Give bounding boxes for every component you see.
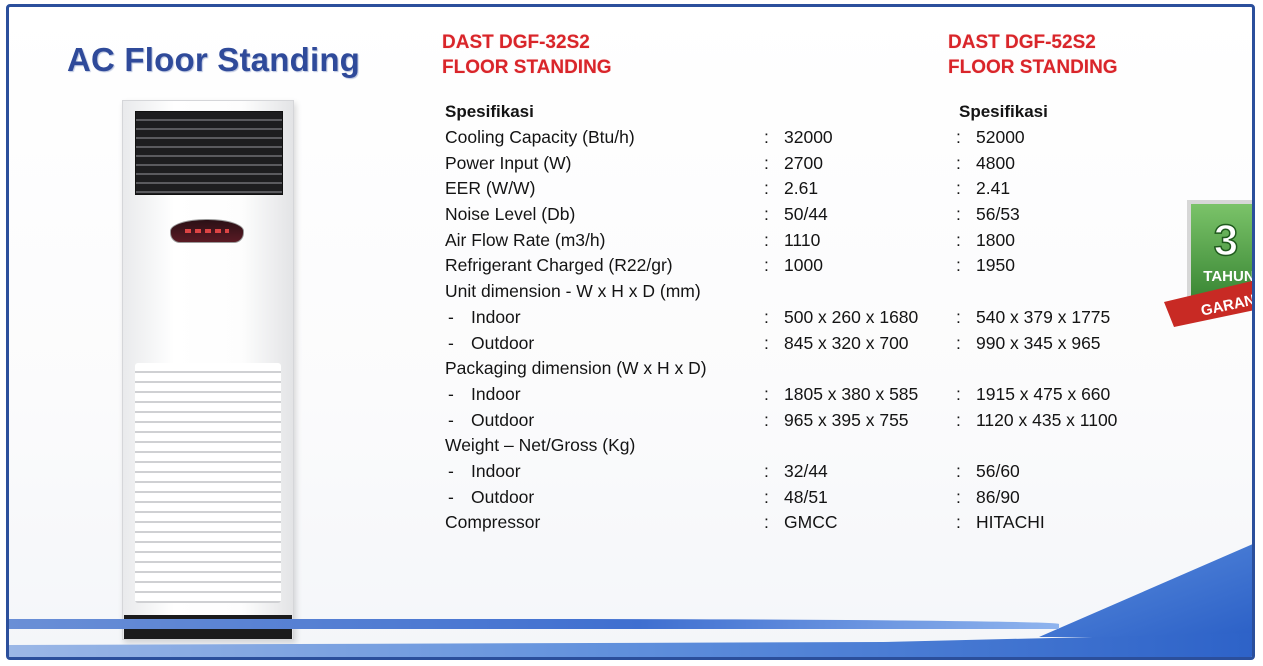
spec-colon xyxy=(764,356,784,382)
product-type: FLOOR STANDING xyxy=(948,57,1118,78)
spec-label xyxy=(445,484,764,510)
spec-label-text: Refrigerant Charged (R22/gr) xyxy=(445,255,673,276)
spec-label xyxy=(445,305,764,331)
sub-item-dash: - xyxy=(448,460,454,481)
spec-value-52s2 xyxy=(976,356,1166,382)
spec-label xyxy=(445,433,764,459)
spec-row xyxy=(445,356,1166,382)
spec-row xyxy=(445,253,1166,279)
spec-colon xyxy=(956,279,976,305)
spec-table xyxy=(445,99,1166,536)
spec-label xyxy=(445,510,764,536)
spec-label-text: Unit dimension - W x H x D (mm) xyxy=(445,281,701,302)
spec-label xyxy=(445,253,764,279)
spec-row xyxy=(445,202,1166,228)
spec-colon: : xyxy=(764,306,769,327)
sub-item-dash: - xyxy=(448,409,454,430)
spec-row xyxy=(445,150,1166,176)
spec-colon: : xyxy=(764,332,769,353)
spec-value-32s2: 845 x 320 x 700 xyxy=(784,332,909,353)
spec-label xyxy=(445,279,764,305)
spec-value-32s2: 32/44 xyxy=(784,460,828,481)
spec-colon: : xyxy=(956,204,961,225)
ac-display-panel xyxy=(170,219,244,243)
spec-colon: : xyxy=(956,306,961,327)
spec-value-32s2 xyxy=(784,356,956,382)
warranty-line2: GARAN xyxy=(1199,291,1257,320)
spec-colon: : xyxy=(956,512,961,533)
spec-value-52s2: 990 x 345 x 965 xyxy=(976,332,1101,353)
spec-value-52s2: 1915 x 475 x 660 xyxy=(976,383,1111,404)
spec-row xyxy=(445,459,1166,485)
spec-value-32s2: 500 x 260 x 1680 xyxy=(784,306,919,327)
spec-row xyxy=(445,433,1166,459)
spec-label xyxy=(445,407,764,433)
spec-header-row xyxy=(445,99,1166,125)
spec-colon: : xyxy=(956,409,961,430)
spec-label-text: Compressor xyxy=(445,512,541,533)
product-model: DAST DGF-52S2 xyxy=(948,32,1096,53)
spec-label xyxy=(445,356,764,382)
spec-value-52s2: 1950 xyxy=(976,255,1015,276)
spec-label-text: Noise Level (Db) xyxy=(445,204,576,225)
spec-value-32s2 xyxy=(784,433,956,459)
spec-colon: : xyxy=(956,332,961,353)
sub-item-dash: - xyxy=(448,383,454,404)
warranty-badge xyxy=(1159,197,1255,347)
spec-colon: : xyxy=(956,383,961,404)
spec-label xyxy=(445,459,764,485)
spec-colon: : xyxy=(956,255,961,276)
spec-colon: : xyxy=(764,255,769,276)
spec-value-52s2: HITACHI xyxy=(976,512,1045,533)
spec-row xyxy=(445,510,1166,536)
product-header-32s2 xyxy=(442,30,612,80)
spec-value-32s2: 965 x 395 x 755 xyxy=(784,409,909,430)
spec-value-52s2: 2.41 xyxy=(976,178,1011,199)
spec-value-32s2: 2700 xyxy=(784,152,823,173)
spec-value-32s2: 48/51 xyxy=(784,486,828,507)
spec-label-text: Indoor xyxy=(471,460,521,481)
spec-label xyxy=(445,176,764,202)
spec-row xyxy=(445,382,1166,408)
spec-value-52s2: 56/60 xyxy=(976,460,1020,481)
spec-value-52s2: 540 x 379 x 1775 xyxy=(976,306,1111,327)
spec-colon: : xyxy=(956,486,961,507)
spec-colon: : xyxy=(956,152,961,173)
spec-label-text: Packaging dimension (W x H x D) xyxy=(445,358,707,379)
spec-value-32s2: 2.61 xyxy=(784,178,819,199)
spec-value-52s2 xyxy=(976,433,1166,459)
spec-value-32s2: 1000 xyxy=(784,255,823,276)
spec-row xyxy=(445,305,1166,331)
spec-row xyxy=(445,484,1166,510)
spec-colon: : xyxy=(956,127,961,148)
spec-row xyxy=(445,125,1166,151)
spec-colon xyxy=(764,433,784,459)
spec-label-text: EER (W/W) xyxy=(445,178,536,199)
spec-label xyxy=(445,150,764,176)
spec-colon: : xyxy=(764,178,769,199)
spec-row xyxy=(445,330,1166,356)
spec-value-32s2: GMCC xyxy=(784,512,838,533)
spec-colon: : xyxy=(764,512,769,533)
sub-item-dash: - xyxy=(448,486,454,507)
spec-label-text: Indoor xyxy=(471,383,521,404)
product-type: FLOOR STANDING xyxy=(442,57,612,78)
spec-value-52s2: 4800 xyxy=(976,152,1015,173)
spec-colon: : xyxy=(956,460,961,481)
spec-value-52s2: 86/90 xyxy=(976,486,1020,507)
spec-label-text: Cooling Capacity (Btu/h) xyxy=(445,127,635,148)
spec-colon xyxy=(764,279,784,305)
sub-item-dash: - xyxy=(448,332,454,353)
spec-value-52s2: 56/53 xyxy=(976,204,1020,225)
ac-top-grille xyxy=(135,111,283,195)
spec-header-52s2: Spesifikasi xyxy=(959,101,1048,121)
spec-value-32s2: 1110 xyxy=(784,229,821,250)
spec-colon: : xyxy=(764,460,769,481)
spec-label xyxy=(445,382,764,408)
spec-table-body xyxy=(445,99,1166,536)
spec-row xyxy=(445,176,1166,202)
warranty-line1: TAHUN xyxy=(1203,268,1255,285)
spec-colon: : xyxy=(764,127,769,148)
product-model: DAST DGF-32S2 xyxy=(442,32,590,53)
spec-colon: : xyxy=(956,229,961,250)
decor-swoosh-corner xyxy=(1039,537,1255,637)
decor-swoosh-line xyxy=(9,619,1059,629)
spec-value-52s2: 1120 x 435 x 1100 xyxy=(976,409,1118,430)
warranty-number: 3 xyxy=(1213,216,1239,265)
spec-row xyxy=(445,227,1166,253)
spec-label-text: Power Input (W) xyxy=(445,152,572,173)
ac-unit-image xyxy=(122,100,294,640)
spec-label-text: Outdoor xyxy=(471,409,535,430)
spec-value-32s2: 50/44 xyxy=(784,204,828,225)
spec-row xyxy=(445,279,1166,305)
spec-header: Spesifikasi xyxy=(445,101,534,121)
spec-value-52s2 xyxy=(976,279,1166,305)
spec-label xyxy=(445,125,764,151)
spec-label-text: Air Flow Rate (m3/h) xyxy=(445,229,606,250)
spec-label xyxy=(445,227,764,253)
spec-colon: : xyxy=(764,152,769,173)
spec-value-52s2: 1800 xyxy=(976,229,1015,250)
spec-colon: : xyxy=(764,383,769,404)
spec-row xyxy=(445,407,1166,433)
spec-label-text: Weight – Net/Gross (Kg) xyxy=(445,435,636,456)
spec-colon xyxy=(956,356,976,382)
spec-value-32s2: 32000 xyxy=(784,127,833,148)
spec-value-32s2 xyxy=(784,279,956,305)
spec-value-32s2: 1805 x 380 x 585 xyxy=(784,383,919,404)
spec-label-text: Outdoor xyxy=(471,486,535,507)
spec-colon: : xyxy=(764,204,769,225)
spec-colon: : xyxy=(764,229,769,250)
spec-label xyxy=(445,202,764,228)
page-title: AC Floor Standing xyxy=(67,41,361,78)
spec-colon: : xyxy=(956,178,961,199)
catalog-frame xyxy=(6,4,1255,660)
spec-label xyxy=(445,330,764,356)
spec-label-text: Indoor xyxy=(471,306,521,327)
spec-colon: : xyxy=(764,409,769,430)
spec-colon xyxy=(956,433,976,459)
ac-bottom-louver xyxy=(135,363,281,603)
product-header-52s2 xyxy=(948,30,1118,80)
sub-item-dash: - xyxy=(448,306,454,327)
spec-label-text: Outdoor xyxy=(471,332,535,353)
spec-colon: : xyxy=(764,486,769,507)
spec-value-52s2: 52000 xyxy=(976,127,1025,148)
